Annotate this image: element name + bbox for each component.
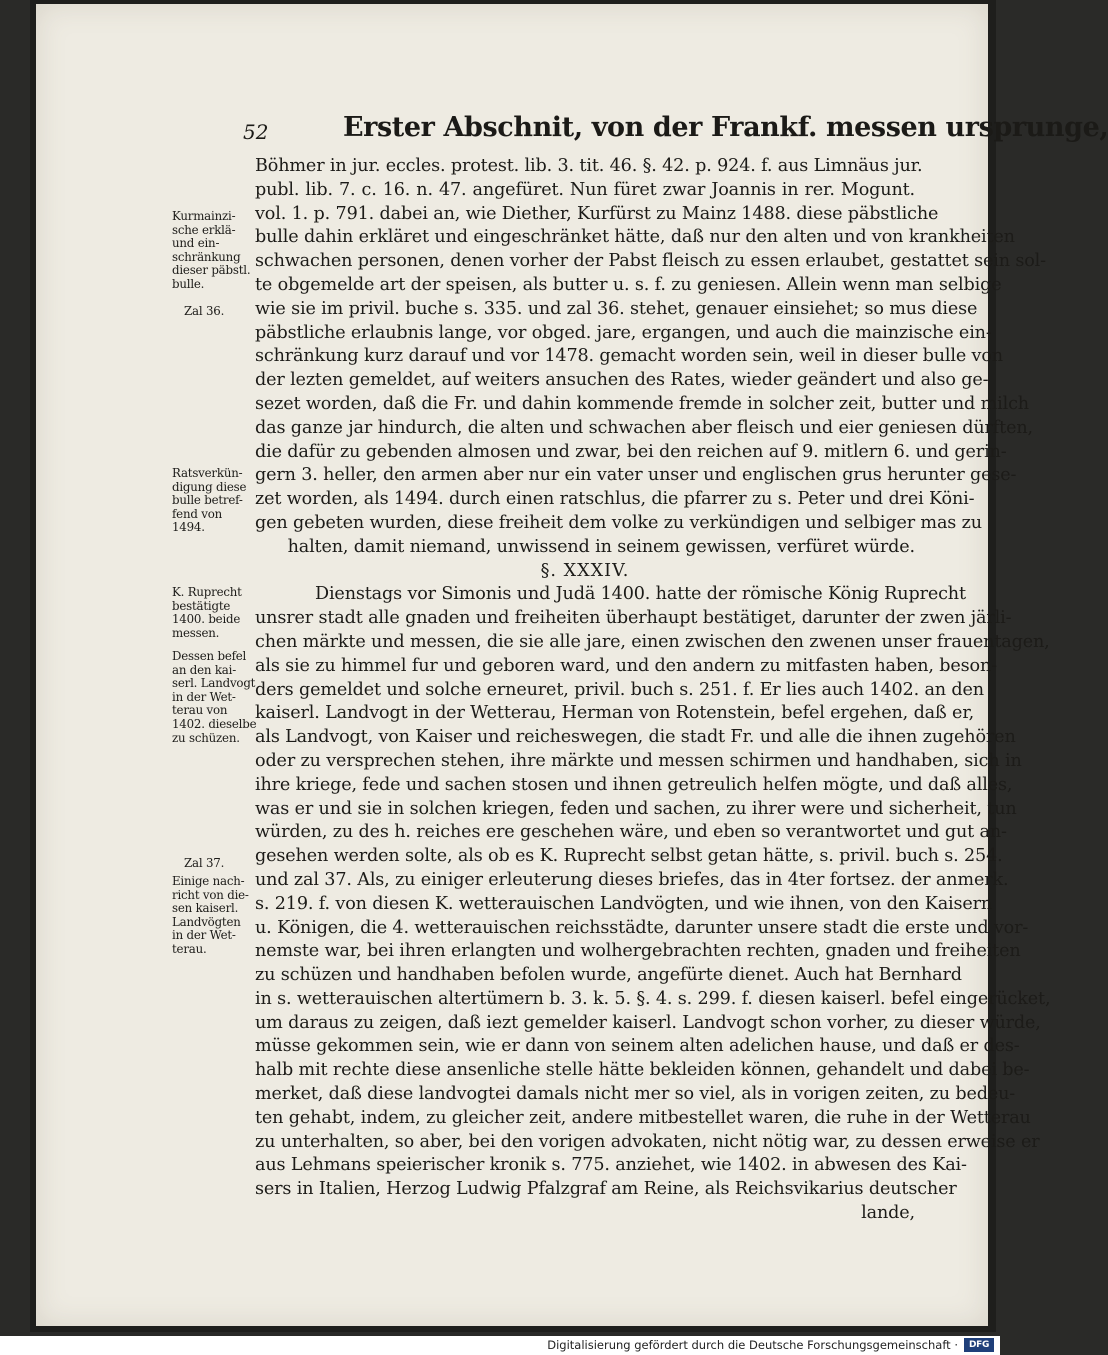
margin-note	[172, 467, 262, 535]
text-line: wie sie im privil. buche s. 335. und zal 36. stehet, genauer einsiehet; so mus diese	[255, 298, 978, 319]
page-header	[243, 112, 1108, 148]
funding-note: Digitalisierung gefördert durch die Deutsche Forschungsgemeinschaft ·	[547, 1338, 958, 1352]
text-line: gern 3. heller, den armen aber nur ein vater unser und englischen grus herunter gese-	[255, 465, 1017, 486]
text-line: nemste war, bei ihren erlangten und wolhergebrachten rechten, gnaden und freiheiten	[255, 941, 1021, 962]
text-line: der lezten gemeldet, auf weiters ansuchen des Rates, wieder geändert und also ge-	[255, 370, 989, 391]
text-line: s. 219. f. von diesen K. wetterauischen Landvögten, und wie ihnen, von den Kaisern	[255, 893, 993, 914]
margin-note-line: dieser päbstl.	[172, 263, 251, 278]
margin-note-line: Ratsverkün-	[172, 466, 243, 480]
text-line: te obgemelde art der speisen, als butter u. s. f. zu geniesen. Allein wenn man selbige	[255, 274, 1002, 295]
text-line: sezet worden, daß die Fr. und dahin kommende fremde in solcher zeit, butter und milch	[255, 393, 1029, 414]
margin-note-line: in der Wet-	[172, 928, 236, 943]
text-line: als Landvogt, von Kaiser und reicheswegen, die stadt Fr. und alle die ihnen zugehören	[255, 727, 1016, 748]
margin-note-line: fend von	[172, 506, 223, 521]
text-line: und zal 37. Als, zu einiger erleuterung dieses briefes, das in 4ter fortsez. der anmerk.	[255, 869, 1009, 890]
text-line: ten gehabt, indem, zu gleicher zeit, andere mitbestellet waren, die ruhe in der Wetterau	[255, 1107, 1031, 1128]
margin-note	[172, 650, 262, 745]
text-line: zet worden, als 1494. durch einen ratschlus, die pfarrer zu s. Peter und drei Köni-	[255, 489, 975, 510]
margin-note-line: bestätigte	[172, 598, 231, 613]
text-line: in s. wetterauischen altertümern b. 3. k. 5. §. 4. s. 299. f. diesen kaiserl. befel eingerücket,	[255, 988, 1051, 1009]
text-line: kaiserl. Landvogt in der Wetterau, Herman von Rotenstein, befel ergehen, daß er,	[255, 703, 975, 724]
text-line: unsrer stadt alle gnaden und freiheiten überhaupt bestätiget, darunter der zwen järli-	[255, 608, 1012, 629]
text-line: ihre kriege, fede und sachen stosen und ihnen getreulich helfen mögte, und daß alles,	[255, 774, 1013, 795]
margin-note	[172, 586, 262, 640]
text-line: gen gebeten wurden, diese freiheit dem volke zu verkündigen und selbiger mas zu	[255, 512, 982, 533]
running-title: Erster Abschnit, von der Frankf. messen ursprunge,	[343, 112, 1108, 143]
text-line: gesehen werden solte, als ob es K. Ruprecht selbst getan hätte, s. privil. buch s. 254.	[255, 846, 1003, 867]
text-line: Dienstags vor Simonis und Judä 1400. hatte der römische König Ruprecht	[315, 584, 966, 605]
margin-note-line: Dessen befel	[172, 649, 247, 663]
margin-note	[172, 875, 262, 957]
footer-bar	[0, 1336, 1000, 1355]
margin-note-line: bulle.	[172, 276, 205, 291]
text-line: aus Lehmans speierischer kronik s. 775. anziehet, wie 1402. in abwesen des Kai-	[255, 1155, 967, 1176]
text-line: als sie zu himmel fur und geboren ward, und den andern zu mitfasten haben, beson-	[255, 655, 997, 676]
page-number: 52	[243, 120, 269, 144]
text-line: u. Königen, die 4. wetterauischen reichsstädte, darunter unsere stadt die erste und vor-	[255, 917, 1029, 938]
margin-note-line: sen kaiserl.	[172, 901, 239, 916]
text-line: vol. 1. p. 791. dabei an, wie Diether, Kurfürst zu Mainz 1488. diese päbstliche	[255, 203, 939, 224]
text-line: zu unterhalten, so aber, bei den vorigen advokaten, nicht nötig war, zu dessen erweise er	[255, 1131, 1040, 1152]
margin-note-line: Zal 37.	[184, 856, 225, 870]
text-line: chen märkte und messen, die sie alle jare, einen zwischen den zwenen unser frauentagen,	[255, 631, 1050, 652]
text-line: publ. lib. 7. c. 16. n. 47. angefüret. Nun füret zwar Joannis in rer. Mogunt.	[255, 179, 915, 200]
margin-note-line: sche erklä-	[172, 222, 236, 237]
text-line: die dafür zu gebenden almosen und zwar, bei den reichen auf 9. mitlern 6. und gerin-	[255, 441, 1007, 462]
margin-note-line: richt von die-	[172, 887, 249, 902]
text-line: päbstliche erlaubnis lange, vor obged. jare, ergangen, und auch die mainzische ein-	[255, 322, 992, 343]
main-text	[255, 155, 1051, 1226]
margin-note-line: K. Ruprecht	[172, 585, 242, 599]
margin-note-line: Einige nach-	[172, 874, 245, 888]
text-line: bulle dahin erkläret und eingeschränket hätte, daß nur den alten und von krankheiten	[255, 227, 1015, 248]
margin-note	[184, 305, 274, 319]
margin-note-line: 1402. dieselbe	[172, 716, 257, 731]
text-line: würden, zu des h. reiches ere geschehen wäre, und eben so verantwortet und gut an-	[255, 822, 1007, 843]
margin-note-line: Landvögten	[172, 914, 241, 929]
margin-note-line: messen.	[172, 625, 220, 640]
text-line: ders gemeldet und solche erneuret, privil. buch s. 251. f. Er lies auch 1402. an den	[255, 679, 984, 700]
margin-note-line: 1494.	[172, 520, 205, 535]
margin-note-line: Zal 36.	[184, 304, 225, 318]
margin-note	[184, 857, 274, 871]
margin-note-line: zu schüzen.	[172, 730, 240, 745]
text-line: sers in Italien, Herzog Ludwig Pfalzgraf am Reine, als Reichsvikarius deutscher	[255, 1179, 957, 1200]
text-line: schränkung kurz darauf und vor 1478. gemacht worden sein, weil in dieser bulle von	[255, 346, 1003, 367]
text-line: merket, daß diese landvogtei damals nicht mer so viel, als in vorigen zeiten, zu bedeu-	[255, 1084, 1016, 1105]
margin-note-line: Kurmainzi-	[172, 209, 236, 223]
text-line: um daraus zu zeigen, daß iezt gemelder kaiserl. Landvogt schon vorher, zu dieser würde,	[255, 1012, 1041, 1033]
margin-note-line: terau von	[172, 703, 228, 718]
margin-note-line: schränkung	[172, 249, 241, 264]
margin-note	[172, 210, 262, 292]
text-line: was er und sie in solchen kriegen, feden und sachen, zu ihrer were und sicherheit, tun	[255, 798, 1017, 819]
margin-note-line: digung diese	[172, 479, 247, 494]
text-line: halten, damit niemand, unwissend in seinem gewissen, verfüret würde.	[287, 536, 915, 557]
text-line: halb mit rechte diese ansenliche stelle hätte bekleiden können, gehandelt und dabei be-	[255, 1060, 1030, 1081]
margin-note-line: in der Wet-	[172, 689, 236, 704]
margin-note-line: 1400. beide	[172, 612, 241, 627]
margin-note-line: bulle betref-	[172, 493, 243, 508]
text-line: schwachen personen, denen vorher der Pabst fleisch zu essen erlaubet, gestattet sein sol-	[255, 251, 1046, 272]
margin-note-line: serl. Landvogt	[172, 676, 256, 691]
text-line: lande,	[861, 1203, 915, 1224]
text-line: das ganze jar hindurch, die alten und schwachen aber fleisch und eier geniesen dürften,	[255, 417, 1033, 438]
margin-note-line: und ein-	[172, 236, 220, 251]
text-line: oder zu versprechen stehen, ihre märkte und messen schirmen und handhaben, sich in	[255, 750, 1022, 771]
margin-note-line: an den kai-	[172, 662, 237, 677]
margin-note-line: terau.	[172, 941, 207, 956]
text-line: Böhmer in jur. eccles. protest. lib. 3. tit. 46. §. 42. p. 924. f. aus Limnäus jur.	[255, 156, 923, 176]
dfg-logo: DFG	[964, 1338, 994, 1352]
text-line: müsse gekommen sein, wie er dann von seinem alten adelichen hause, und daß er des-	[255, 1036, 1020, 1057]
section-heading: §. XXXIV.	[540, 560, 630, 581]
text-line: zu schüzen und handhaben befolen wurde, angefürte dienet. Auch hat Bernhard	[255, 965, 962, 986]
